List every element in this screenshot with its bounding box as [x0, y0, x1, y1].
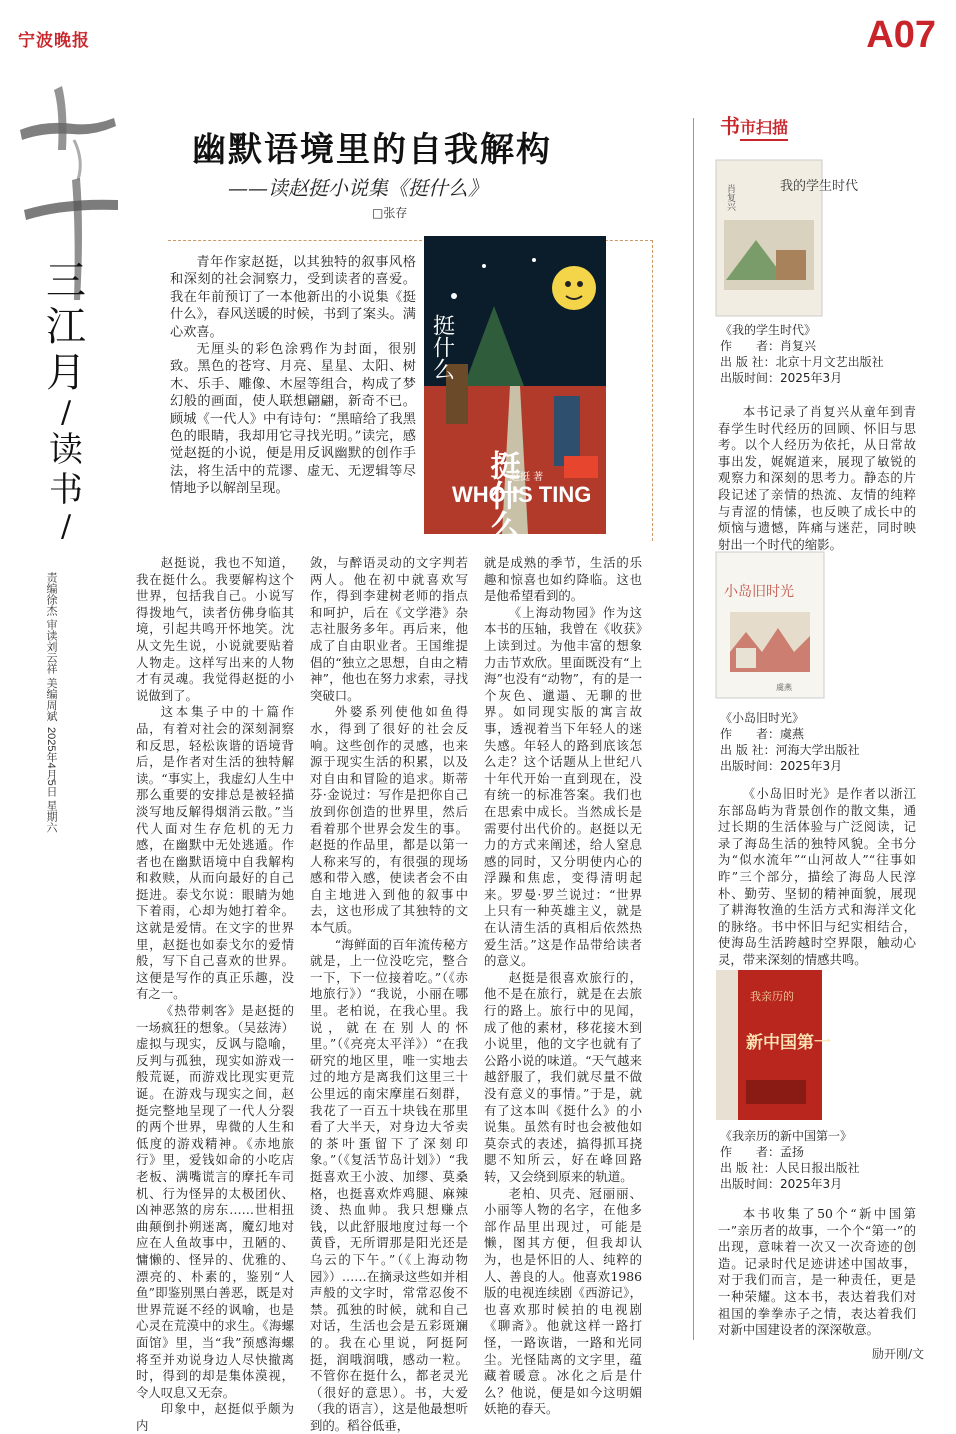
article-intro [170, 254, 416, 498]
book-cover-1 [716, 160, 859, 316]
book-1-desc [718, 404, 916, 553]
book-title: 《小岛旧时光》 [720, 711, 805, 725]
cover-top: 我亲历的 [750, 990, 794, 1003]
article-column-3 [484, 555, 642, 1418]
paragraph: 就是成熟的季节，生活的乐趣和惊喜也如约降临。这也是他希望看到的。 [484, 555, 642, 604]
cover-title: 挺什么 [429, 314, 455, 380]
cover-title: 我的学生时代 [780, 179, 859, 194]
section-title [46, 258, 86, 544]
book-3-meta [720, 1128, 860, 1192]
sidebar-heading-main: 书 [720, 114, 740, 138]
paragraph: 本书记录了肖复兴从童年到青春学生时代经历的回顾、怀旧与思考。以个人经历为依托，从日常故事出发，娓娓道来，展现了敏锐的观察力和深刻的思考力。静态的片段记述了亲情的热流、友情的纯粹与青涩的情愫，也反映了成长中的烦恼与遗憾，阵痛与迷茫，同时映射出一个时代的缩影。 [718, 404, 916, 552]
cover-english: WHO IS TING [452, 482, 592, 507]
book-title: 《我的学生时代》 [720, 323, 817, 337]
cover-author: 赵挺 著 [510, 472, 544, 483]
paragraph: 《小岛旧时光》是作者以浙江东部岛屿为背景创作的散文集，通过长期的生活体验与广泛阅读，记录了海岛生活的独特风貌。全书分为“似水流年”“山河故人”“往事如昨”三个部分，描绘了海岛人民淳朴、勤劳、坚韧的精神面貌，展现了耕海牧渔的生活方式和海洋文化的脉络。书中怀旧与纪实相结合，使海岛生活跨越时空界限，触动心灵，带来深刻的情感共鸣。 [718, 786, 916, 967]
section-char: 月 [46, 350, 86, 396]
section-slash: / [60, 395, 72, 430]
paragraph: 赵挺是很喜欢旅行的，他不是在旅行，就是在去旅行的路上。旅行中的见闻，成了他的素材，移花接木到小说里，他的文字也就有了公路小说的味道。“天气越来越舒服了，我们就尽量不做没有意义的事情。”于是，就有了这本叫《挺什么》的小说集。虽然有时也会被他如莫奈式的表述，搞得抓耳挠腮不知所云，好在峰回路转，又会绕到原来的轨道。 [484, 969, 642, 1184]
book-1-meta [720, 322, 884, 386]
paragraph: 印象中，赵挺似乎颇为内 [136, 1401, 294, 1433]
book-2-desc [718, 786, 916, 969]
book-author: 作 者：肖复兴 [720, 339, 817, 353]
section-slash: / [60, 509, 72, 544]
book-3-desc [718, 1206, 916, 1339]
book-author: 作 者：虞燕 [720, 727, 805, 741]
book-author: 作 者：孟扬 [720, 1145, 805, 1159]
book-date: 出版时间：2025年3月 [720, 371, 843, 385]
cover-author: 肖复兴 [725, 184, 735, 211]
sidebar-heading-sub: 市扫描 [740, 118, 788, 141]
masthead: 宁波晚报 [18, 31, 90, 51]
book-title: 《我亲历的新中国第一》 [720, 1129, 853, 1143]
paragraph: “海鲜面的百年流传秘方就是，上一位没吃完，整合一下，下一位接着吃。”（《赤地旅行》）“我说，小丽在哪里。老柏说，在我心里。我说，就在在别人的怀里。”（《亮亮太平洋》）“在我研究的地区里，唯一实地去过的地方是离我们这里三十公里远的南宋摩崖石刻群，我花了一百五十块钱在那里看了大半天，对身边大爷卖的茶叶蛋留下了深刻印象。”（《复活节岛计划》）“我挺喜欢王小波、加缪、莫桑格，也挺喜欢炸鸡腿、麻辣烫、热血帅。我只想赚点钱，以此舒服地度过每一个黄昏，无所谓那是阳光还是乌云的下午。”（《上海动物园》）……在摘录这些如并相声般的文字时，常常忍俊不禁。孤独的时候，就和自己对话，生活也会是五彩斑斓的。我在心里说，阿挺阿挺，润哦润哦，感动一粒。不管你在挺什么，都老灵光（很好的意思）。书，大爱（我的语言），这是他最想听到的。稻谷低垂， [310, 936, 468, 1433]
cover-author: 虞燕 [776, 683, 792, 692]
paragraph: 这本集子中的十篇作品，有着对社会的深刻洞察和反思，轻松诙谐的语境背后，是作者对生活的独特解读。“事实上，我虚幻人生中那么重要的安排总是被轻描淡写地反解得烟消云散。”当代人面对生存危机的无力感，在幽默中无处逃遁。作者也在幽默语境中自我解构和救赎，从而向最好的自己挺进。泰戈尔说：眼睛为她下着雨，心却为她打着伞。这就是爱情。在文字的世界里，赵挺也如泰戈尔的爱情般，写下自己喜欢的世界。这便是写作的真正乐趣，没有之一。 [136, 704, 294, 1002]
page-number: A07 [866, 14, 936, 56]
paragraph: 外婆系列使他如鱼得水，得到了很好的社会反响。这些创作的灵感，也来源于现实生活的积累，以及对自由和冒险的追求。斯蒂芬·金说过：写作是把你自己放到你创造的世界里，然后看着那个世界会发生的事。赵挺的作品里，都是以第一人称来写的，有很强的现场感和带入感，使读者会不由自主地进入到他的叙事中去，这也形成了其独特的文本气质。 [310, 704, 468, 936]
paragraph: 青年作家赵挺，以其独特的叙事风格和深刻的社会洞察力，受到读者的喜爱。我在年前预订了一本他新出的小说集《挺什么》，春风送暖的时候，书到了案头。满心欢喜。 [170, 255, 416, 340]
section-subtitle: 读书 [49, 430, 83, 510]
article-author: □张存 [372, 206, 408, 220]
article-title: 幽默语境里的自我解构 [192, 130, 552, 170]
section-char: 江 [46, 304, 86, 350]
book-date: 出版时间：2025年3月 [720, 759, 843, 773]
editors: 责编徐杰 审读刘云祥 美编周斌 [45, 572, 57, 722]
article-column-1 [136, 555, 294, 1434]
sidebar-heading [720, 110, 788, 139]
sidebar-credit: 励开刚/文 [871, 1347, 924, 1361]
book-publisher: 出 版 社：人民日报出版社 [720, 1161, 860, 1175]
date: 2025年4月5日 星期六 [45, 727, 57, 833]
paragraph: 《上海动物园》作为这本书的压轴，我曾在《收获》上读到过。为他丰富的想象力击节欢欣。里面既没有“上海”也没有“动物”，有的是一个灰色、邋遢、无聊的世界。如同现实版的寓言故事，透视着当下年轻人的迷失感。年轻人的路到底该怎么走？这个话题从上世纪八十年代开始一直到现在，没有统一的标准答案。我们也在思索中成长。当然成长是需要付出代价的。赵挺以无力的方式来阐述，给人窒息感的同时，又分明使内心的浮躁和焦虑，变得清明起来。罗曼·罗兰说过：“世界上只有一种英雄主义，就是在认清生活的真相后依然热爱生活。”这是作品带给读者的意义。 [484, 604, 642, 969]
paragraph: 本书收集了50个“新中国第一”亲历者的故事，一个个“第一”的出现，意味着一次又一次奇迹的创造。记录时代足迹讲述中国故事，对于我们而言，是一种责任，更是一种荣耀。这本书，表达着我们对祖国的拳拳赤子之情，表达着我们对新中国建设者的深深敬意。 [718, 1206, 916, 1338]
paragraph: 无厘头的彩色涂鸦作为封面，很别致。黑色的苍穹、月亮、星星、太阳、树木、乐手、雕像、木屋等组合，构成了梦幻般的画面，使人联想翩翩，新奇不已。顾城《一代人》中有诗句：“黑暗给了我黑色的眼睛，我却用它寻找光明。”读完，感觉赵挺的小说，便是用反讽幽默的创作手法，将生活中的荒谬、虚无、无逻辑等尽情地予以解剖呈现。 [170, 342, 416, 497]
svg-text:挺什么: 挺什么 [484, 450, 520, 540]
vertical-divider [693, 118, 694, 1340]
paragraph: 老柏、贝壳、冠丽丽、小丽等人物的名字，在他多部作品里出现过，可能是懒，图其方便，但我却认为，也是怀旧的人、纯粹的人、善良的人。他喜欢1986版的电视连续剧《西游记》，也喜欢那时候拍的电视剧《聊斋》。他就这样一路打怪，一路诙谐，一路和光同尘。光怪陆离的文字里，蕴藏着暖意。冰化之后是什么？他说，便是如今这明媚妖艳的春天。 [484, 1185, 642, 1417]
book-cover-2 [716, 552, 824, 698]
book-cover-image [424, 236, 606, 540]
paragraph: 《热带刺客》是赵挺的一场疯狂的想象。（吴兹涛）虚拟与现实，反讽与隐喻，反判与孤独，现实如游戏一般荒诞，而游戏比现实更荒诞。在游戏与现实之间，赵挺完整地呈现了一代人分裂的两个世界，卑微的人生和低度的游戏精神。《赤地旅行》里，爱钱如命的小吃店老板、满嘴谎言的摩托车司机、行为怪异的太极团伙、凶神恶煞的房东……世相扭曲颠倒扑朔迷离，魔幻地对应在人鱼故事中，丑陋的、慵懒的、怪异的、优雅的、漂亮的、朴素的，鉴别“人鱼”即鉴别黑白善恶，既是对世界荒诞不经的讽喻，也是心灵在荒漠中的求生。《海螺面馆》里，当“我”预感海螺将至并劝说身边人尽快撤离时，得到的却是集体漠视，令人叹息又无奈。 [136, 1003, 294, 1400]
book-publisher: 出 版 社：河海大学出版社 [720, 743, 860, 757]
paragraph: 敛，与醉语灵动的文字判若两人。他在初中就喜欢写作，得到李建树老师的指点和呵护，后在《文学港》杂志社服务多年。再后来，他成了自由职业者。王国维提倡的“独立之思想，自由之精神”，他也在努力求索，寻找突破口。 [310, 555, 468, 703]
cover-title: 新中国第一 [746, 1033, 831, 1053]
book-date: 出版时间：2025年3月 [720, 1177, 843, 1191]
paragraph: 赵挺说，我也不知道，我在挺什么。我要解构这个世界，包括我自己。小说写得拨地气，读者仿佛身临其境，引起共鸣开怀地笑。沈从文先生说，小说就要贴着人物走。这样写出来的人物才有灵魂。我觉得赵挺的小说做到了。 [136, 555, 294, 703]
article-column-2 [310, 555, 468, 1434]
article-subtitle: ——读赵挺小说集《挺什么》 [228, 176, 488, 200]
book-publisher: 出 版 社：北京十月文艺出版社 [720, 355, 884, 369]
book-cover-3 [716, 970, 831, 1120]
book-2-meta [720, 710, 860, 774]
edit-info [44, 572, 84, 839]
section-char: 三 [46, 258, 86, 304]
cover-title: 小岛旧时光 [724, 584, 794, 600]
